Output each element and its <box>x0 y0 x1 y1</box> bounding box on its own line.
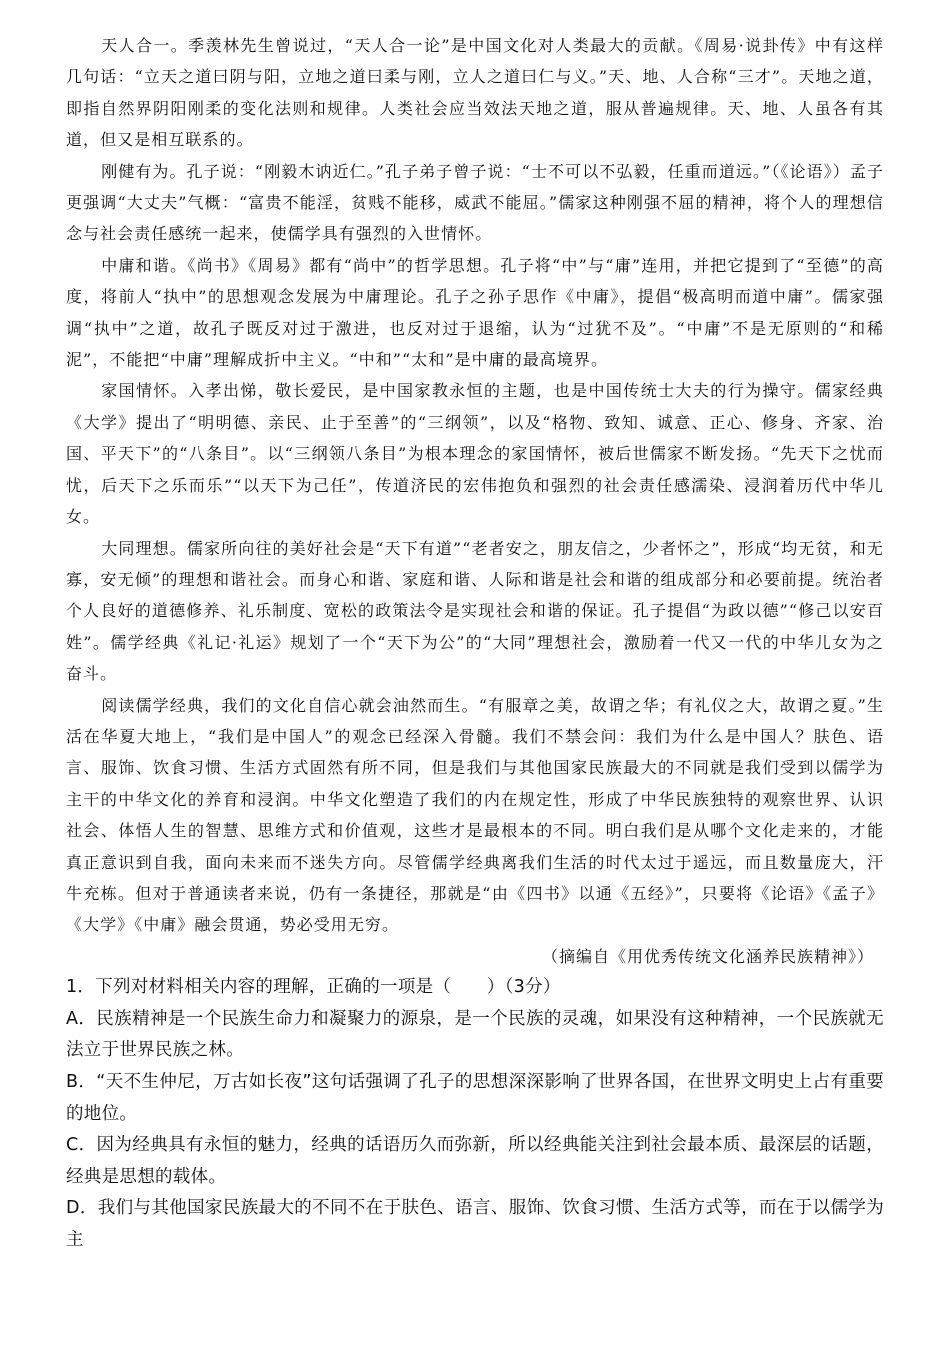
option-b-letter: B． <box>66 1071 97 1092</box>
passage-paragraph-3: 中庸和谐。《尚书》《周易》都有“尚中”的哲学思想。孔子将“中”与“庸”连用，并把它提到了“至德”的高度，将前人“执中”的思想观念发展为中庸理论。孔子之孙子思作《中庸》，提倡“极高明而道中庸”。儒家强调“执中”之道，故孔子既反对过于激进，也反对过于退缩，认为“过犹不及”。“中庸”不是无原则的“和稀泥”，不能把“中庸”理解成折中主义。“中和”“太和”是中庸的最高境界。 <box>66 255 884 370</box>
passage-paragraph-2: 刚健有为。孔子说：“刚毅木讷近仁。”孔子弟子曾子说：“士不可以不弘毅，任重而道远。”（《论语》）孟子更强调“大丈夫”气概：“富贵不能淫，贫贱不能移，威武不能屈。”儒家这种刚强不屈的精神，将个人的理想信念与社会责任感统一起来，使儒学具有强烈的入世情怀。 <box>66 161 884 244</box>
option-d-letter: D． <box>66 1198 98 1219</box>
passage-paragraph-4: 家国情怀。入孝出悌，敬长爱民，是中国家教永恒的主题，也是中国传统士大夫的行为操守。儒家经典《大学》提出了“明明德、亲民、止于至善”的“三纲领”，以及“格物、致知、诚意、正心、修身、齐家、治国、平天下”的“八条目”。以“三纲领八条目”为根本理念的家国情怀，被后世儒家不断发扬。“先天下之忧而忧，后天下之乐而乐”“以天下为己任”，传道济民的宏伟抱负和强烈的社会责任感濡染、浸润着历代中华儿女。 <box>66 381 884 527</box>
option-c <box>66 1130 884 1193</box>
passage-paragraph-1: 天人合一。季羡林先生曾说过，“天人合一论”是中国文化对人类最大的贡献。《周易·说卦传》中有这样几句话：“立天之道曰阴与阳，立地之道曰柔与刚，立人之道曰仁与义。”天、地、人合称“三才”。天地之道，即指自然界阴阳刚柔的变化法则和规律。人类社会应当效法天地之道，服从普遍规律。天、地、人虽各有其道，但又是相互联系的。 <box>66 36 884 150</box>
option-d-text: 我们与其他国家民族最大的不同不在于肤色、语言、服饰、饮食习惯、生活方式等，而在于以儒学为主 <box>66 1198 884 1250</box>
question-stem: 1．下列对材料相关内容的理解，正确的一项是（ ）（3分） <box>66 977 561 998</box>
option-c-letter: C． <box>66 1135 97 1156</box>
question-block <box>66 972 884 1256</box>
option-a-letter: A． <box>66 1008 97 1029</box>
option-d <box>66 1193 884 1256</box>
option-a-text: 民族精神是一个民族生命力和凝聚力的源泉，是一个民族的灵魂，如果没有这种精神，一个民族就无法立于世界民族之林。 <box>66 1008 884 1061</box>
option-b <box>66 1067 884 1130</box>
option-c-text: 因为经典具有永恒的魅力，经典的话语历久而弥新，所以经典能关注到社会最本质、最深层的话题，经典是思想的载体。 <box>66 1135 884 1187</box>
option-a <box>66 1004 884 1067</box>
option-b-text: “天不生仲尼，万古如长夜”这句话强调了孔子的思想深深影响了世界各国，在世界文明史上占有重要的地位。 <box>66 1071 884 1124</box>
passage-paragraph-5: 大同理想。儒家所向往的美好社会是“天下有道”“老者安之，朋友信之，少者怀之”，形成“均无贫，和无寡，安无倾”的理想和谐社会。而身心和谐、家庭和谐、人际和谐是社会和谐的组成部分和必要前提。统治者个人良好的道德修养、礼乐制度、宽松的政策法令是实现社会和谐的保证。孔子提倡“为政以德”“修己以安百姓”。儒学经典《礼记·礼运》规划了一个“天下为公”的“大同”理想社会，激励着一代又一代的中华儿女为之奋斗。 <box>66 538 884 684</box>
reading-passage <box>66 30 884 941</box>
passage-source: （摘编自《用优秀传统文化涵养民族精神》） <box>541 946 874 966</box>
passage-paragraph-6: 阅读儒学经典，我们的文化自信心就会油然而生。“有服章之美，故谓之华；有礼仪之大，故谓之夏。”生活在华夏大地上，“我们是中国人”的观念已经深入骨髓。我们不禁会问：我们为什么是中国人？肤色、语言、服饰、饮食习惯、生活方式固然有所不同，但是我们与其他国家民族最大的不同就是我们受到以儒学为主干的中华文化的养育和浸润。中华文化塑造了我们的内在规定性，形成了中华民族独特的观察世界、认识社会、体悟人生的智慧、思维方式和价值观，这些才是最根本的不同。明白我们是从哪个文化走来的，才能真正意识到自我，面向未来而不迷失方向。尽管儒学经典离我们生活的时代太过于遥远，而且数量庞大，汗牛充栋。但对于普通读者来说，仍有一条捷径，那就是“由《四书》以通《五经》”，只要将《论语》《孟子》《大学》《中庸》融会贯通，势必受用无穷。 <box>66 695 884 935</box>
